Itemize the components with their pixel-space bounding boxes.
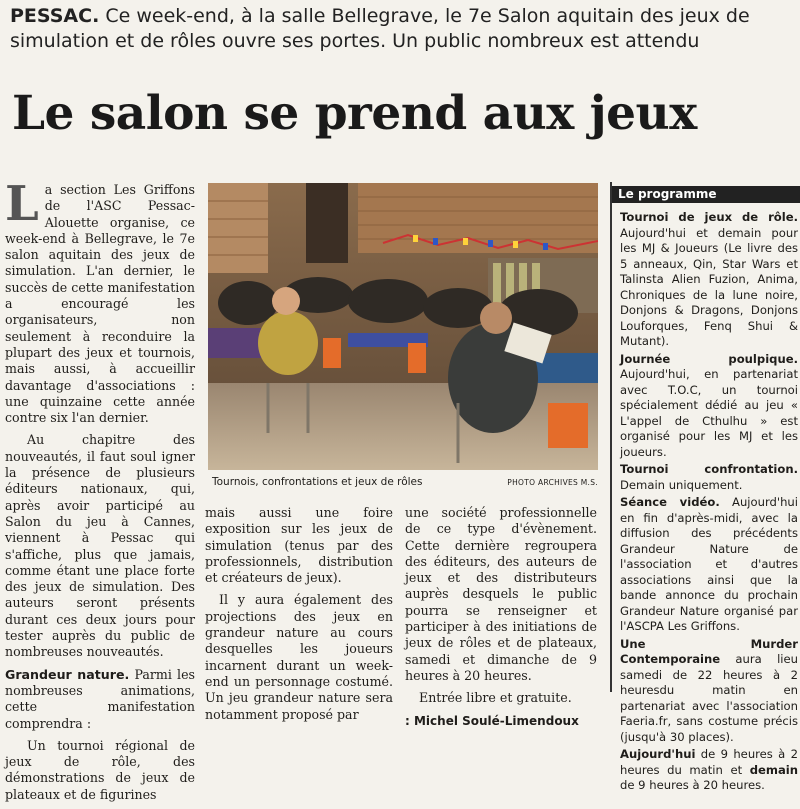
program-item-text: Aujourd'hui et demain pour les MJ & Joueurs (Le livre des 5 anneaux, Qin, Star Wars et Talinsta Alien Fuzion, Anima, Chroniques de la lune noire, Donjons & Dragons, Donjons Louforques, Fenq Shui & Mutant).	[620, 225, 798, 348]
dropcap: L	[5, 176, 39, 232]
program-item	[620, 462, 798, 493]
event-photo	[208, 183, 598, 470]
article-column-3	[405, 505, 597, 735]
author-signature: : Michel Soulé-Limendoux	[405, 713, 579, 728]
program-item-title: Une Murder Contemporaine	[620, 636, 798, 666]
program-item-text: Aujourd'hui, en partenariat avec T.O.C, un tournoi spécialement dédié au jeu « L'appel de Cthulhu » est organisé pour les MJ et les joueurs.	[620, 367, 798, 459]
program-item-title: Tournoi confrontation.	[620, 462, 798, 476]
paragraph-nouveautes: Au chapitre des nouveautés, il faut soul igner la présence de plusieurs éditeurs nationaux, qui, après avoir participé au Salon du jeu à Cannes, viennent à Pessac qui s'affiche, plus que jamais, comme étant une place forte des jeux de simulation. Des auteurs seront présents durant ces deux jours pour tester auprès du public de nombreuses nouveautés.	[5, 432, 195, 660]
photo-credit: PHOTO ARCHIVES M.S.	[507, 478, 598, 487]
sidebar-body	[620, 210, 798, 796]
program-item-title: Tournoi de jeux de rôle.	[620, 210, 798, 224]
program-item-text: aura lieu samedi de 22 heures à 2 heuresdu matin en partenariat avec l'association Faeria.fr, sans costume précis (jusqu'à 30 places).	[620, 652, 798, 744]
photo-illustration	[208, 183, 598, 470]
paragraph-grandeur-nature	[5, 667, 195, 732]
paragraph-societe: une société professionnelle de ce type d'évènement. Cette dernière regroupera des éditeurs, des auteurs de jeux et des distributeurs auprès desquels le public pourra se renseigner et participer à des initiations de jeux de rôles et de plateaux, samedi et dimanche de 9 heures à 20 heures.	[405, 505, 597, 683]
hours-today: Aujourd'hui	[620, 747, 696, 761]
program-item-title: Journée poulpique.	[620, 351, 798, 366]
deck-lead: PESSAC.	[10, 5, 100, 27]
hours-text-1: de 9 heures à 2 heures du matin et	[620, 747, 798, 777]
article-column-2	[205, 505, 393, 729]
grandeur-nature-text: Parmi les nombreuses animations, cette manifestation comprendra :	[5, 666, 195, 731]
photo-caption: Tournois, confrontations et jeux de rôles	[212, 476, 423, 488]
subheading-grandeur-nature: Grandeur nature.	[5, 666, 130, 682]
paragraph-tournoi: Un tournoi régional de jeux de rôle, des démonstrations de jeux de plateaux et de figurines	[5, 737, 195, 802]
program-item-text: Aujourd'hui en fin d'après-midi, avec la diffusion des précédents Grandeur Nature de l'association et d'autres associations ainsi que la bande annonce du prochain Grandeur Nature organisé par l'ASCPA Les Griffons.	[620, 495, 798, 633]
paragraph-foire: mais aussi une foire exposition sur les jeux de simulation (tenus par des professionnels, distribution et créateurs de jeux).	[205, 505, 393, 586]
headline: Le salon se prend aux jeux	[12, 86, 697, 141]
sidebar-title: Le programme	[612, 186, 800, 203]
program-item	[620, 637, 798, 746]
program-sidebar	[610, 182, 800, 792]
photo-caption-bar	[208, 472, 598, 494]
article-column-1	[5, 176, 195, 809]
program-item	[620, 495, 798, 635]
program-item-text: Demain uniquement.	[620, 477, 743, 492]
paragraph-intro	[5, 176, 195, 426]
paragraph-projections: Il y aura également des projections des jeux en grandeur nature au cours desquelles les joueurs incarnent durant un week-end un personnage costumé. Un jeu grandeur nature sera notamment proposé par	[205, 592, 393, 722]
program-hours	[620, 747, 798, 794]
article-deck	[10, 4, 795, 54]
intro-text: a section Les Griffons de l'ASC Pessac-Alouette organise, ce week-end à Bellegrave, le 7e salon aquitain des jeux de simulation. L'an dernier, le succès de cette manifestation a encouragé les organisateurs, non seulement à reconduire la plupart des jeux et tournois, mais aussi, à accueillir davantage d'associations : une quinzaine cette année contre six l'an dernier.	[5, 182, 195, 426]
paragraph-entree: Entrée libre et gratuite.	[419, 690, 572, 706]
program-item	[620, 352, 798, 461]
program-item-title: Séance vidéo.	[620, 495, 720, 509]
hours-tomorrow: demain	[749, 762, 798, 777]
program-item	[620, 210, 798, 350]
deck-text: Ce week-end, à la salle Bellegrave, le 7e Salon aquitain des jeux de simulation et de rôles ouvre ses portes. Un public nombreux est attendu	[10, 5, 750, 52]
hours-text-2: de 9 heures à 20 heures.	[620, 778, 765, 792]
